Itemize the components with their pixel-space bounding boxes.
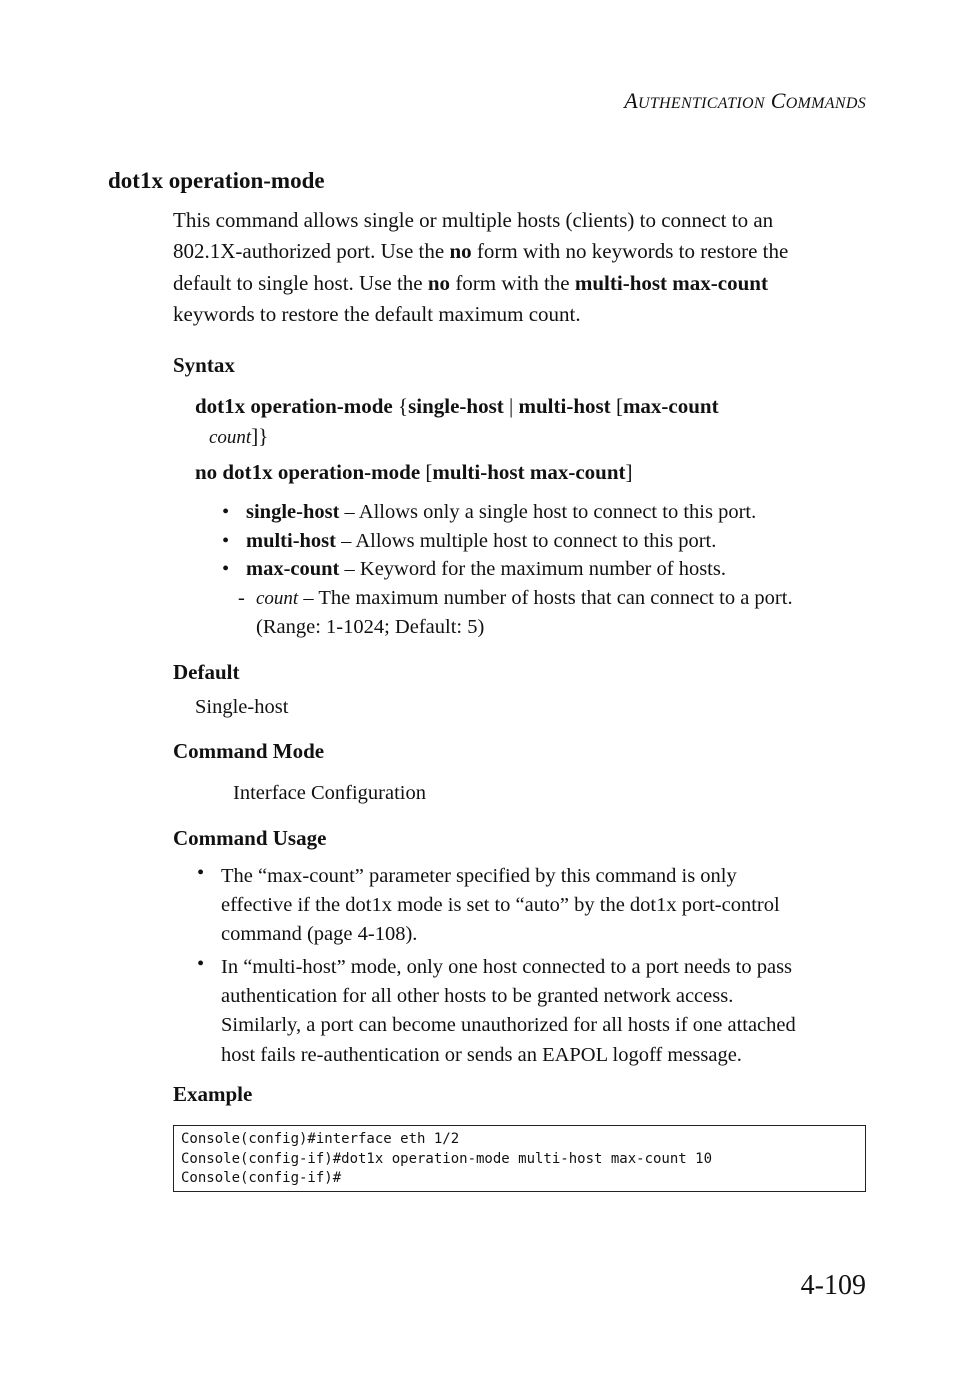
intro-line: keywords to restore the default maximum count. xyxy=(173,301,581,326)
bullet-icon: • xyxy=(222,558,230,580)
code-line: Console(config)#interface eth 1/2 xyxy=(181,1131,460,1147)
syntax-heading: Syntax xyxy=(173,353,235,377)
param-item: • max-count – Keyword for the maximum number of hosts. xyxy=(222,558,726,580)
running-header-cap: C xyxy=(770,88,786,113)
intro-line: default to single host. Use the no form with the multi-host max-count xyxy=(173,270,768,295)
param-item: • multi-host – Allows multiple host to connect to this port. xyxy=(222,530,717,552)
intro-paragraph xyxy=(173,205,788,330)
running-header-text: UTHENTICATION xyxy=(638,95,765,112)
usage-item: The “max-count” parameter specified by this command is only effective if the dot1x mode is set to “auto” by the dot1x port-control command (page 4-108). xyxy=(221,865,780,946)
syntax-no-command: no dot1x operation-mode [multi-host max-count] xyxy=(195,460,633,484)
default-heading: Default xyxy=(173,660,240,684)
running-header xyxy=(624,88,866,114)
command-mode-heading: Command Mode xyxy=(173,739,325,763)
sub-param-item: - count – The maximum number of hosts that can connect to a port. xyxy=(238,587,793,609)
param-item: • single-host – Allows only a single host to connect to this port. xyxy=(222,501,757,523)
code-line: Console(config-if)# xyxy=(181,1170,342,1186)
intro-line: 802.1X-authorized port. Use the no form with no keywords to restore the xyxy=(173,239,789,264)
section-title: dot1x operation-mode xyxy=(108,168,325,193)
dash-icon: - xyxy=(238,587,245,609)
intro-line: This command allows single or multiple hosts (clients) to connect to an xyxy=(173,208,774,232)
usage-item: In “multi-host” mode, only one host connected to a port needs to pass authentication for all other hosts to be granted network access. Similarly, a port can become unauthorized for all hosts if one attached host fails re-authentication or sends an EAPOL logoff message. xyxy=(221,956,796,1066)
command-mode-value: Interface Configuration xyxy=(233,782,426,804)
running-header-text: OMMANDS xyxy=(785,95,866,112)
example-heading: Example xyxy=(173,1082,253,1106)
syntax-command: dot1x operation-mode {single-host | multi-host [max-count xyxy=(195,394,719,418)
usage-bullet-icon: • xyxy=(197,862,205,884)
sub-param-range: (Range: 1-1024; Default: 5) xyxy=(256,616,485,638)
page-number: 4-109 xyxy=(800,1270,866,1301)
syntax-command-cont: count]} xyxy=(209,424,269,448)
default-value: Single-host xyxy=(195,696,289,718)
code-example-box xyxy=(173,1125,866,1192)
running-header-cap: A xyxy=(624,88,638,113)
bullet-icon: • xyxy=(222,501,230,523)
bullet-icon: • xyxy=(222,530,230,552)
usage-bullet-icon: • xyxy=(197,953,205,975)
code-line: Console(config-if)#dot1x operation-mode multi-host max-count 10 xyxy=(181,1150,713,1167)
command-usage-heading: Command Usage xyxy=(173,826,327,850)
